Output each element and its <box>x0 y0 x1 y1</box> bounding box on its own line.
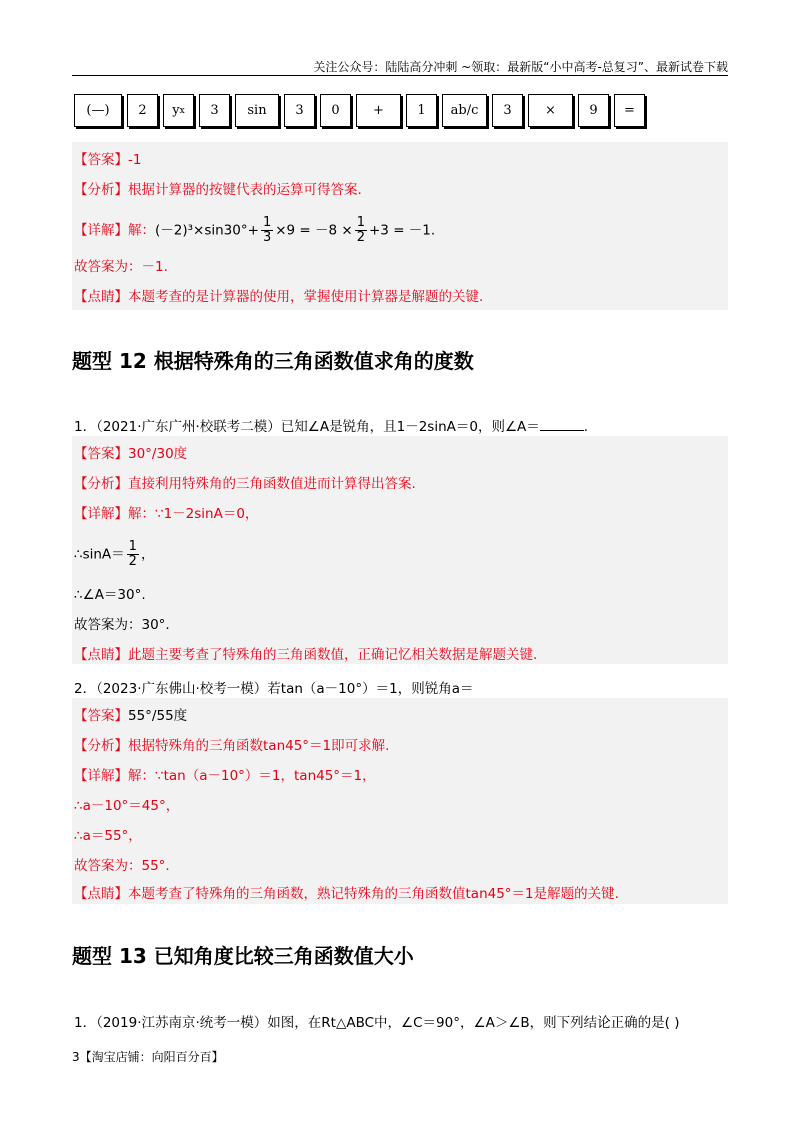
header-divider <box>72 75 728 76</box>
remark-line: 【点睛】本题考查的是计算器的使用，掌握使用计算器是解题的关键. <box>74 289 484 305</box>
page-footer: 3【淘宝店铺：向阳百分百】 <box>72 1050 224 1064</box>
analysis-line: 【分析】根据特殊角的三角函数tan45°＝1即可求解. <box>74 738 390 754</box>
calculator-key: 1 <box>406 94 437 127</box>
answer-line: 【答案】55°/55度 <box>74 708 188 724</box>
answer-box-2 <box>72 436 728 664</box>
calculator-key: + <box>356 94 401 127</box>
calculator-key: × <box>528 94 573 127</box>
answer-blank <box>540 418 584 431</box>
remark-line: 【点睛】此题主要考查了特殊角的三角函数值，正确记忆相关数据是解题关键. <box>74 647 538 663</box>
question-3: 1．（2019·江苏南京·统考一模）如图，在Rt△ABC中，∠C＝90°，∠A＞∠B，则下列结论正确的是( ) <box>74 1015 680 1031</box>
conclusion-line: 故答案为：55°. <box>74 858 170 874</box>
calculator-key: (—) <box>74 94 122 127</box>
answer-line: 【答案】30°/30度 <box>74 446 188 462</box>
conclusion-line: 故答案为：30°. <box>74 617 170 633</box>
calculator-key: 3 <box>492 94 523 127</box>
analysis-line: 【分析】直接利用特殊角的三角函数值进而计算得出答案. <box>74 476 416 492</box>
calculator-key: sin <box>235 94 279 127</box>
calculator-key: = <box>614 94 645 127</box>
conclusion-line: 故答案为：－1. <box>74 259 168 275</box>
calculator-key: 3 <box>199 94 230 127</box>
section-title-12: 题型 12 根据特殊角的三角函数值求角的度数 <box>72 349 474 373</box>
calculator-key: 3 <box>284 94 315 127</box>
step-line: ∴a＝55°， <box>74 828 142 844</box>
calculator-key: 2 <box>127 94 158 127</box>
step-line: ∴∠A＝30°. <box>74 587 146 603</box>
page-header: 关注公众号：陆陆高分冲刺 ~领取：最新版“小中高考-总复习”、最新试卷下载 <box>313 60 728 74</box>
remark-line: 【点睛】本题考查了特殊角的三角函数，熟记特殊角的三角函数值tan45°＝1是解题的关键. <box>74 886 619 902</box>
detail-line: 【详解】解：∵1－2sinA＝0， <box>74 506 259 522</box>
calculator-key-sequence <box>74 94 645 127</box>
answer-line: 【答案】-1 <box>74 152 142 168</box>
calculator-key: 0 <box>320 94 351 127</box>
step-line: ∴a－10°＝45°， <box>74 798 180 814</box>
detail-line: 【详解】解：∵tan（a－10°）＝1，tan45°＝1， <box>74 768 376 784</box>
question-2: 2．（2023·广东佛山·校考一模）若tan（a－10°）＝1，则锐角a＝ <box>74 681 474 697</box>
calculator-key: 9 <box>578 94 609 127</box>
section-title-13: 题型 13 已知角度比较三角函数值大小 <box>72 944 414 968</box>
question-1: 1．（2021·广东广州·校联考二模）已知∠A是锐角，且1－2sinA＝0，则∠A＝ . <box>74 419 589 435</box>
detail-line: 【详解】解：(－2)³×sin30°+ $\frac{1}{3}$ ×9 = －8 × $\frac{1}{2}$ +3 = －1. <box>74 215 436 245</box>
calculator-key: y x <box>163 94 194 127</box>
step-line: ∴sinA＝ $\frac{1}{2}$ ， <box>74 539 155 569</box>
calculator-key: ab/c <box>442 94 487 127</box>
analysis-line: 【分析】根据计算器的按键代表的运算可得答案. <box>74 182 362 198</box>
